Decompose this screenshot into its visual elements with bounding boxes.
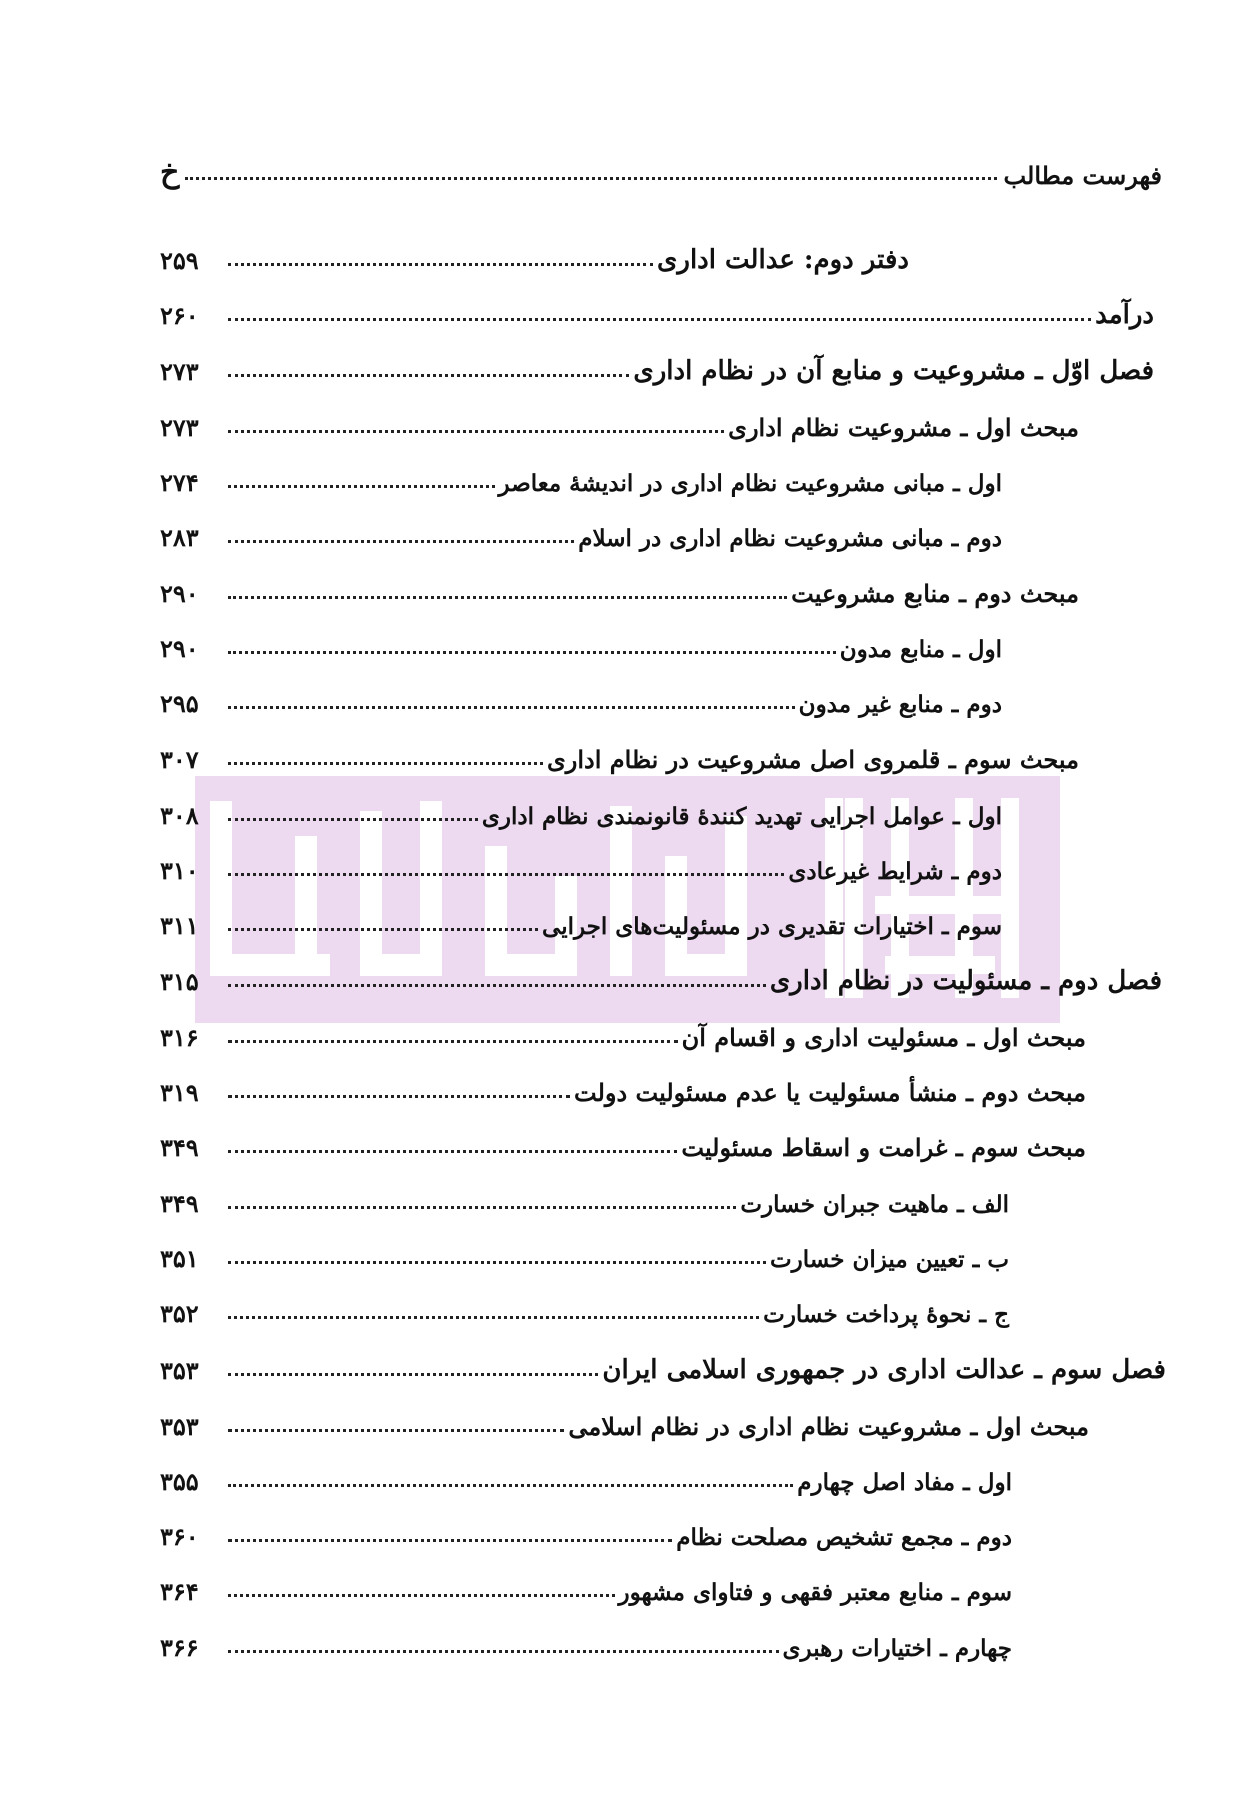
toc-entry-page: ۳۰۸ (160, 801, 199, 830)
toc-entry-page: ۳۱۶ (160, 1023, 199, 1052)
toc-entry-label: چهارم ـ اختیارات رهبری (782, 1635, 1012, 1662)
toc-entry-page: ۳۵۵ (160, 1467, 199, 1496)
running-header (160, 150, 1162, 190)
toc-entry (160, 1456, 1012, 1496)
toc-leader-dots (228, 485, 495, 488)
toc-entry (160, 1067, 1086, 1107)
toc-entry-label: دوم ـ منابع غیر مدون (798, 691, 1002, 718)
toc-entry-label: اول ـ منابع مدون (839, 636, 1002, 663)
toc-entry (160, 512, 1002, 552)
toc-entry-page: ۳۵۳ (160, 1356, 199, 1385)
toc-entry-label: دفتر دوم: عدالت اداری (657, 245, 909, 275)
toc-entry (160, 845, 1002, 885)
toc-entry-page: ۳۱۵ (160, 967, 199, 996)
toc-entry (160, 1345, 1166, 1385)
toc-leader-dots (228, 706, 795, 709)
toc-entry (160, 1122, 1086, 1162)
toc-entry (160, 1288, 1009, 1328)
toc-entry-label: فصل سوم ـ عدالت اداری در جمهوری اسلامی ایران (602, 1355, 1166, 1385)
toc-entry (160, 290, 1154, 330)
toc-entry (160, 1178, 1009, 1218)
toc-leader-dots (228, 596, 787, 599)
toc-entry-label: مبحث اول ـ مشروعیت نظام اداری در نظام اسلامی (568, 1412, 1089, 1441)
toc-leader-dots (228, 263, 653, 266)
toc-leader-dots (228, 374, 629, 377)
header-title: فهرست مطالب (1003, 161, 1162, 190)
toc-entry-label: دوم ـ مبانی مشروعیت نظام اداری در اسلام (578, 525, 1002, 552)
toc-entry-label: فصل اوّل ـ مشروعیت و منابع آن در نظام اداری (633, 356, 1154, 386)
toc-entry-label: مبحث دوم ـ منابع مشروعیت (791, 579, 1079, 608)
toc-entry-page: ۳۵۱ (160, 1244, 199, 1273)
toc-entry-page: ۳۰۷ (160, 745, 199, 774)
toc-entry (160, 1012, 1086, 1052)
toc-leader-dots (228, 873, 784, 876)
toc-entry-page: ۳۵۳ (160, 1412, 199, 1441)
toc-leader-dots (228, 1040, 678, 1043)
header-page-letter: خ (160, 155, 180, 190)
toc-entry-label: سوم ـ اختیارات تقدیری در مسئولیت‌های اجرایی (542, 913, 1002, 940)
toc-entry (160, 900, 1002, 940)
toc-leader-dots (228, 1150, 677, 1153)
toc-entry (160, 1401, 1089, 1441)
toc-entry-page: ۳۱۹ (160, 1078, 199, 1107)
toc-entry (160, 678, 1002, 718)
toc-entry-label: ج ـ نحوهٔ پرداخت خسارت (763, 1301, 1009, 1328)
toc-leader-dots (228, 1484, 793, 1487)
toc-leader-dots (228, 818, 478, 821)
toc-leader-dots (228, 1373, 598, 1376)
toc-entry-label: ب ـ تعیین میزان خسارت (769, 1246, 1009, 1273)
toc-entry-label: اول ـ عوامل اجرایی تهدید کنندهٔ قانونمندی نظام اداری (481, 803, 1002, 830)
toc-entry-label: الف ـ ماهیت جبران خسارت (740, 1191, 1009, 1218)
toc-entry (160, 235, 909, 275)
toc-entry (160, 346, 1154, 386)
toc-entry-page: ۲۸۳ (160, 523, 199, 552)
toc-entry-label: درآمد (1095, 300, 1154, 330)
toc-leader-dots (228, 318, 1091, 321)
toc-entry-page: ۳۶۶ (160, 1633, 199, 1662)
toc-entry-page: ۳۴۹ (160, 1189, 199, 1218)
toc-entry (160, 1511, 1012, 1551)
toc-entry-page: ۲۵۹ (160, 246, 199, 275)
toc-entry-page: ۲۷۴ (160, 468, 199, 497)
toc-leader-dots (228, 1594, 615, 1597)
toc-entry-page: ۲۹۰ (160, 634, 199, 663)
toc-entry-label: مبحث دوم ـ منشأ مسئولیت یا عدم مسئولیت دولت (574, 1078, 1086, 1107)
toc-leader-dots (228, 1261, 766, 1264)
toc-entry-label: سوم ـ منابع معتبر فقهی و فتاوای مشهور (618, 1579, 1012, 1606)
toc-entry-label: مبحث سوم ـ قلمروی اصل مشروعیت در نظام اداری (547, 745, 1079, 774)
toc-entry (160, 568, 1079, 608)
toc-entry-page: ۲۹۵ (160, 689, 199, 718)
toc-entry-page: ۳۵۲ (160, 1299, 199, 1328)
toc-entry-page: ۳۱۰ (160, 856, 199, 885)
toc-leader-dots (228, 928, 538, 931)
toc-entry-label: فصل دوم ـ مسئولیت در نظام اداری (769, 966, 1162, 996)
toc-entry (160, 956, 1162, 996)
toc-entry-page: ۲۷۳ (160, 357, 199, 386)
toc-leader-dots (228, 430, 724, 433)
toc-entry-label: مبحث سوم ـ غرامت و اسقاط مسئولیت (681, 1133, 1086, 1162)
toc-entry-label: مبحث اول ـ مشروعیت نظام اداری (728, 413, 1079, 442)
toc-leader-dots (228, 762, 543, 765)
toc-leader-dots (228, 1316, 759, 1319)
toc-entry-page: ۲۹۰ (160, 579, 199, 608)
toc-leader-dots (228, 540, 574, 543)
toc-leader-dots (228, 1539, 672, 1542)
toc-entry-label: اول ـ مبانی مشروعیت نظام اداری در اندیشهٔ معاصر (498, 470, 1002, 497)
toc-entry-page: ۳۶۴ (160, 1577, 199, 1606)
toc-entry (160, 623, 1002, 663)
toc-entry (160, 790, 1002, 830)
toc-leader-dots (228, 984, 766, 987)
toc-entry-page: ۳۶۰ (160, 1522, 199, 1551)
header-leader-dots (185, 177, 997, 180)
toc-entry-page: ۲۶۰ (160, 301, 199, 330)
toc-entry (160, 1622, 1012, 1662)
toc-leader-dots (228, 1429, 564, 1432)
toc-entry-page: ۳۴۹ (160, 1133, 199, 1162)
toc-entry (160, 457, 1002, 497)
toc-leader-dots (228, 1095, 570, 1098)
toc-entry-page: ۳۱۱ (160, 911, 199, 940)
toc-entry (160, 1566, 1012, 1606)
toc-entry-label: دوم ـ مجمع تشخیص مصلحت نظام (676, 1524, 1012, 1551)
toc-entry (160, 402, 1079, 442)
toc-entry-page: ۲۷۳ (160, 413, 199, 442)
toc-entry-label: دوم ـ شرایط غیرعادی (788, 858, 1002, 885)
toc-entry (160, 734, 1079, 774)
toc-leader-dots (228, 1650, 779, 1653)
toc-leader-dots (228, 1206, 736, 1209)
toc-entry-label: اول ـ مفاد اصل چهارم (797, 1469, 1012, 1496)
toc-entry-label: مبحث اول ـ مسئولیت اداری و اقسام آن (681, 1023, 1086, 1052)
toc-leader-dots (228, 651, 836, 654)
toc-entry (160, 1233, 1009, 1273)
